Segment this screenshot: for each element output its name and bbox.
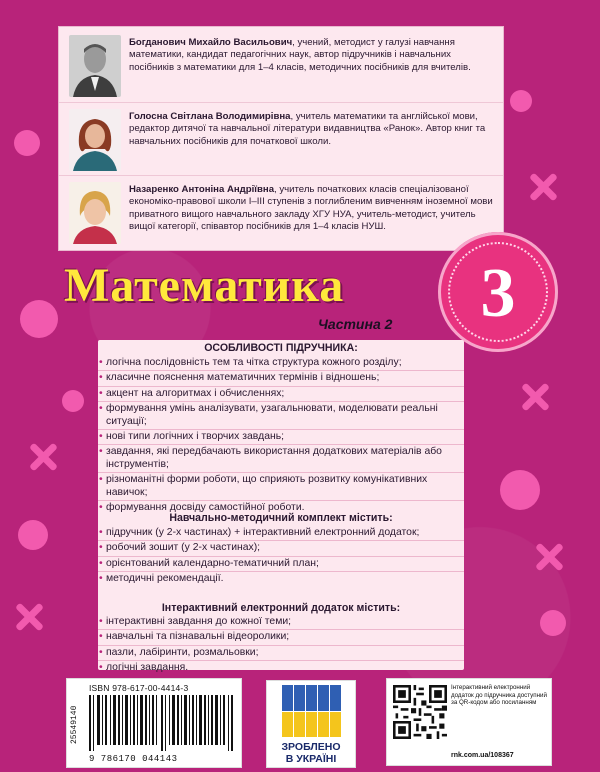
author-entry (59, 102, 503, 175)
author-name: Богданович Михайло Васильович (129, 37, 293, 48)
made-in-line-2: В УКРАЇНІ (285, 753, 337, 765)
made-in-ukraine-badge (266, 680, 356, 768)
list-item: • формування досвіду самостійної роботи. (98, 500, 464, 515)
barcode-bars (89, 695, 239, 751)
kit-heading: Навчально-методичний комплект містить: (169, 512, 393, 524)
list-item: • логічна послідовність тем та чітка структура кожного розділу; (98, 356, 464, 370)
list-item: • різноманітні форми роботи, що сприяють розвитку комунікативних навичок; (98, 472, 464, 500)
list-item: • методичні рекомендації. (98, 571, 464, 586)
features-heading: ОСОБЛИВОСТІ ПІДРУЧНИКА: (204, 342, 358, 354)
list-item: • пазли, лабіринти, розмальовки; (98, 645, 464, 660)
made-in-line-1: ЗРОБЛЕНО (281, 741, 341, 753)
list-item: • інтерактивні завдання до кожної теми; (98, 615, 464, 629)
grade-badge (438, 232, 558, 352)
features-list (98, 356, 464, 515)
list-item: • завдання, які передбачають використання додаткових матеріалів або інструментів; (98, 444, 464, 472)
list-item: • логічні завдання. (98, 660, 464, 675)
list-item: • робочий зошит (у 2-х частинах); (98, 540, 464, 555)
decor-dot (18, 520, 48, 550)
author-photo (69, 35, 121, 97)
decor-dot (62, 390, 84, 412)
description-panel (98, 340, 464, 674)
barcode-side-digits: 25549140 (70, 705, 79, 745)
ukraine-flag-icon (282, 685, 342, 737)
decor-cross (26, 440, 60, 474)
decor-dot (14, 130, 40, 156)
list-item: • нові типи логічних і творчих завдань; (98, 429, 464, 444)
interactive-heading: Інтерактивний електронний додаток містить: (161, 602, 401, 614)
author-photo (69, 182, 121, 244)
grade-number: 3 (480, 255, 516, 332)
isbn-text: ISBN 978-617-00-4414-3 (89, 683, 189, 693)
author-description: , учитель математики та англійської мови, редактор дитячої та навчальної літератури видавництва «Ранок». Автор книг та навчальних посібників для початкової школи. (129, 111, 486, 147)
qr-code-icon (393, 685, 447, 739)
author-description: , учений, методист у галузі навчання математики, кандидат педагогічних наук, автор підручників і навчальних посібників з математики для 1–4 класів, методичних посібників для вчителів. (129, 37, 471, 73)
barcode-box (66, 678, 242, 768)
author-photo (69, 109, 121, 171)
qr-box (386, 678, 552, 766)
decor-cross (12, 600, 46, 634)
qr-description: Інтерактивний електронний додаток до підручника доступний за QR-кодом або посиланням (451, 684, 547, 707)
list-item: • класичне пояснення математичних термінів і відношень; (98, 370, 464, 385)
author-bio (129, 111, 497, 148)
grade-badge-ring (448, 242, 548, 342)
kit-list (98, 526, 464, 587)
interactive-list (98, 615, 464, 676)
author-name: Голосна Світлана Володимирівна (129, 111, 291, 122)
decor-dot (540, 610, 566, 636)
list-item: • підручник (у 2-х частинах) + інтерактивний електронний додаток; (98, 526, 464, 540)
book-title: Математика (64, 259, 345, 312)
list-item: • орієнтований календарно-тематичний план; (98, 556, 464, 571)
author-name: Назаренко Антоніна Андріївна (129, 184, 275, 195)
author-entry (59, 29, 503, 102)
decor-cross (526, 170, 560, 204)
qr-link[interactable]: rnk.com.ua/108367 (451, 752, 514, 759)
authors-box (58, 26, 504, 251)
barcode-digits: 9 786170 044143 (89, 754, 178, 764)
list-item: • навчальні та пізнавальні відеоролики; (98, 629, 464, 644)
decor-cross (532, 540, 566, 574)
author-entry (59, 175, 503, 251)
decor-dot (20, 300, 58, 338)
book-part: Частина 2 (318, 316, 393, 332)
list-item: • формування умінь аналізувати, узагальнювати, моделювати реальні ситуації; (98, 401, 464, 429)
author-description: , учитель початкових класів спеціалізованої економіко-правової школи І–ІІІ ступенів з поглибленим вивченням іноземної мови приватного вищого навчального закладу ХГУ НУА, учитель-методист, учитель вищої категорії, співавтор посібників для 1–4 класів НУШ. (129, 184, 493, 232)
decor-dot (500, 470, 540, 510)
author-bio (129, 184, 497, 233)
list-item: • акцент на алгоритмах і обчисленнях; (98, 386, 464, 401)
decor-dot (510, 90, 532, 112)
decor-cross (518, 380, 552, 414)
author-bio (129, 37, 497, 74)
